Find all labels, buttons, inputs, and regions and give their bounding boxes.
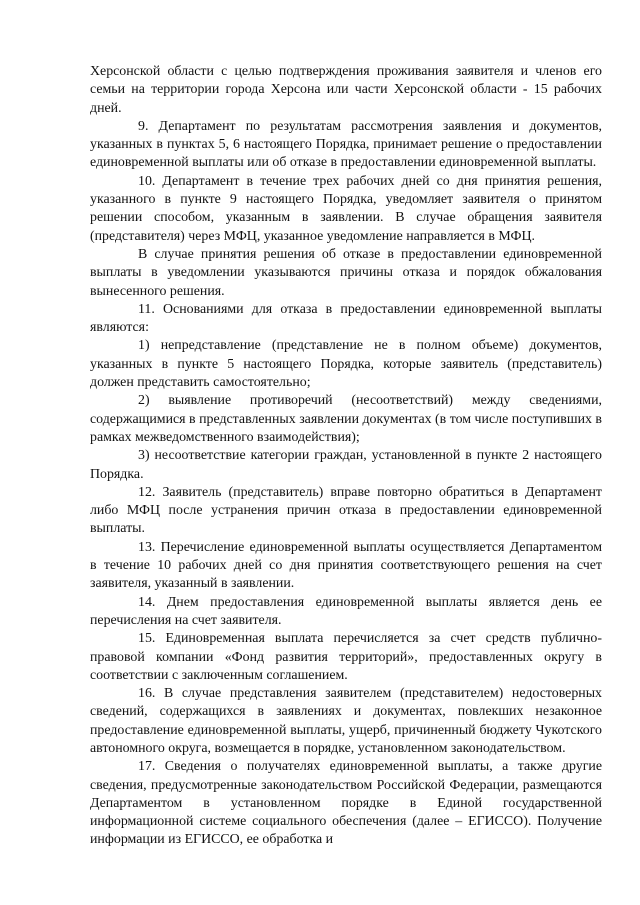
paragraph-15: 15. Единовременная выплата перечисляется за счет средств публично-правовой компании «Фонд развития территорий», предоставленных округу в соответствии с заключенным соглашением. <box>90 631 602 683</box>
paragraph-17: 17. Сведения о получателях единовременной выплаты, а также другие сведения, предусмотренные законодательством Российской Федерации, размещаются Департаментом в установленном порядке в Единой государственной информационной системе социального обеспечения (далее – ЕГИССО). Получение информации из ЕГИССО, ее обработка и <box>90 759 602 848</box>
paragraph-12: 12. Заявитель (представитель) вправе повторно обратиться в Департамент либо МФЦ после устранения причин отказа в предоставлении единовременной выплаты. <box>90 484 602 537</box>
paragraph-10: 10. Департамент в течение трех рабочих дней со дня принятия решения, указанного в пункте 9 настоящего Порядка, уведомляет заявителя о принятом решении способом, указанным в заявлении. В случае обращения заявителя (представителя) через МФЦ, указанное уведомление направляется в МФЦ. <box>90 173 602 244</box>
paragraph-11-item-3: 3) несоответствие категории граждан, установленной в пункте 2 настоящего Порядка. <box>90 448 602 482</box>
paragraph-10-refusal: В случае принятия решения об отказе в предоставлении единовременной выплаты в уведомлении указываются причины отказа и порядок обжалования вынесенного решения. <box>90 246 602 299</box>
paragraph-11-item-1: 1) непредставление (представление не в полном объеме) документов, указанных в пункте 5 настоящего Порядка, которые заявитель (представитель) должен представить самостоятельно; <box>90 338 602 391</box>
paragraph-14: 14. Днем предоставления единовременной выплаты является день ее перечисления на счет заявителя. <box>90 594 602 628</box>
paragraph-16: 16. В случае представления заявителем (представителем) недостоверных сведений, содержащихся в заявлениях и документах, повлекших незаконное предоставление единовременной выплаты, ущерб, причиненный бюджету Чукотского автономного округа, возмещается в порядке, установленном законодательством. <box>90 686 602 756</box>
paragraph-13: 13. Перечисление единовременной выплаты осуществляется Департаментом в течение 10 рабочих дней со дня принятия соответствующего решения на счет заявителя, указанный в заявлении. <box>90 539 602 592</box>
paragraph-11-item-2: 2) выявление противоречий (несоответствий) между сведениями, содержащимися в представленных заявлении документах (в том числе поступивших в рамках межведомственного взаимодействия); <box>90 393 602 445</box>
paragraph-11: 11. Основаниями для отказа в предоставлении единовременной выплаты являются: <box>90 301 602 336</box>
paragraph-continuation: Херсонской области с целью подтверждения проживания заявителя и членов его семьи на территории города Херсона или части Херсонской области - 15 рабочих дней. <box>90 64 602 116</box>
paragraph-9: 9. Департамент по результатам рассмотрения заявления и документов, указанных в пунктах 5, 6 настоящего Порядка, принимает решение о предоставлении единовременной выплаты или об отказе в предоставлении единовременной выплаты. <box>90 118 602 171</box>
document-body <box>90 63 602 850</box>
